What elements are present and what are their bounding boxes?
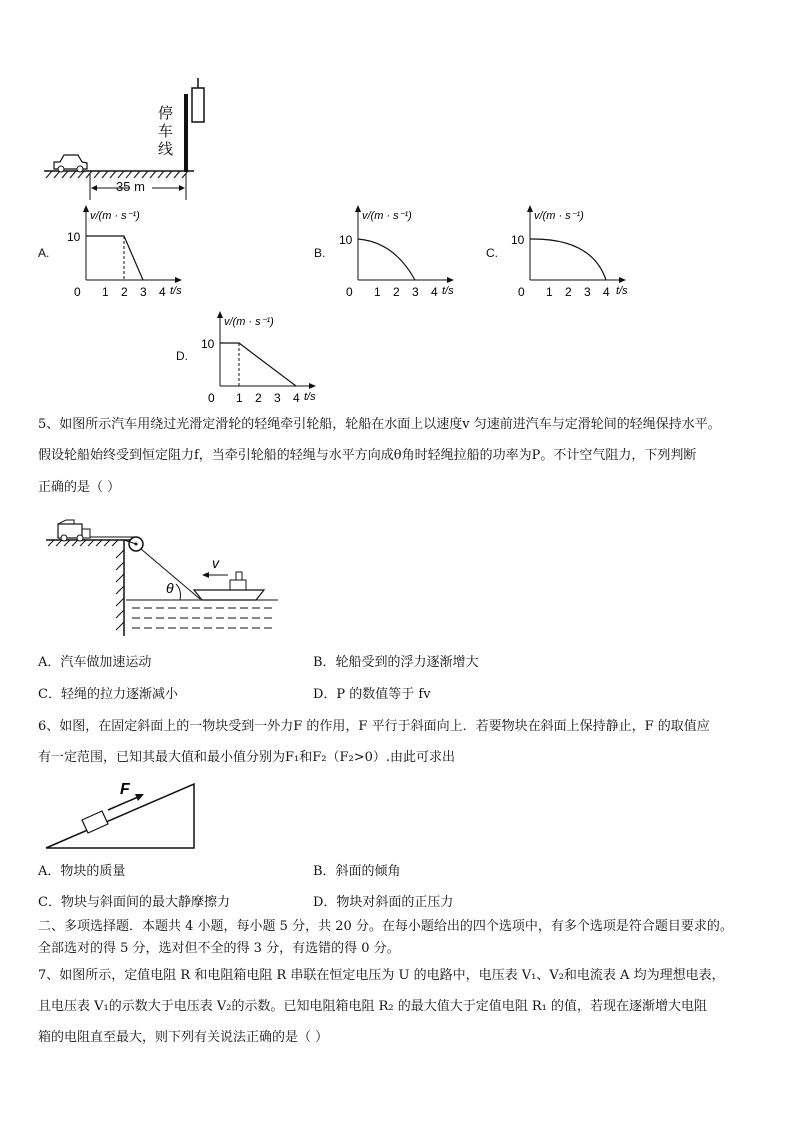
svg-text:v/(m · s⁻¹): v/(m · s⁻¹)	[362, 210, 412, 222]
svg-text:3: 3	[140, 285, 147, 299]
boat-icon	[194, 572, 264, 600]
svg-text:4: 4	[603, 285, 610, 299]
q5-option-a: A．汽车做加速运动	[38, 655, 152, 670]
graph-a	[62, 204, 190, 300]
q5-option-b: B．轮船受到的浮力逐渐增大	[313, 655, 479, 670]
block-icon	[82, 811, 108, 833]
section2-line-2: 全部选对的得 5 分，选对但不全的得 3 分，有选错的得 0 分。	[38, 941, 400, 956]
graph-d	[196, 310, 326, 406]
theta-label: θ	[166, 580, 174, 596]
svg-text:3: 3	[584, 285, 591, 299]
option-c-letter: C.	[486, 246, 498, 260]
svg-text:10: 10	[339, 233, 353, 247]
svg-text:0: 0	[518, 285, 525, 299]
q6-line-1: 6、如图，在固定斜面上的一物块受到一外力F 的作用，F 平行于斜面向上．若要物块在斜面上保持静止，F 的取值应	[38, 719, 710, 734]
q6-option-d: D．物块对斜面的正压力	[313, 895, 454, 910]
q5-line-1: 5、如图所示汽车用绕过光滑定滑轮的轻绳牵引轮船，轮船在水面上以速度v 匀速前进汽车与定滑轮间的轻绳保持水平。	[38, 417, 721, 432]
svg-text:3: 3	[274, 391, 281, 405]
graph-b	[334, 204, 462, 300]
svg-text:0: 0	[208, 391, 215, 405]
section2-line-1: 二、多项选择题．本题共 4 小题，每小题 5 分，共 20 分。在每小题给出的四个选项中，有多个选项是符合题目要求的。	[38, 919, 733, 934]
svg-text:2: 2	[255, 391, 262, 405]
svg-text:3: 3	[412, 285, 419, 299]
graph-c	[506, 204, 640, 300]
svg-text:10: 10	[511, 233, 525, 247]
q5-option-c: C．轻绳的拉力逐渐减小	[38, 687, 178, 702]
boat-pulley-figure	[44, 518, 278, 636]
svg-text:2: 2	[565, 285, 572, 299]
q7-line-2: 且电压表 V₁的示数大于电压表 V₂的示数。已知电阻箱电阻 R₂ 的最大值大于定值电阻 R₁ 的值，若现在逐渐增大电阻	[38, 999, 707, 1014]
svg-text:t/s: t/s	[442, 285, 454, 297]
car-icon	[54, 155, 87, 172]
truck-icon	[58, 520, 90, 541]
velocity-label: v	[212, 555, 219, 571]
svg-text:2: 2	[393, 285, 400, 299]
incline-figure	[44, 780, 198, 852]
svg-text:4: 4	[159, 285, 166, 299]
svg-text:4: 4	[431, 285, 438, 299]
svg-text:2: 2	[121, 285, 128, 299]
option-a-letter: A.	[38, 246, 50, 260]
svg-text:1: 1	[374, 285, 381, 299]
graph-a-xlabel: t/s	[170, 285, 182, 297]
q7-line-3: 箱的电阻直至最大，则下列有关说法正确的是（ ）	[38, 1030, 329, 1045]
svg-text:t/s: t/s	[616, 285, 628, 297]
svg-text:t/s: t/s	[304, 391, 316, 403]
q5-option-d: D．P 的数值等于 fv	[313, 687, 431, 702]
graph-a-ylabel: v/(m · s⁻¹)	[90, 210, 140, 222]
force-label: F	[120, 781, 130, 798]
q6-option-c: C．物块与斜面间的最大静摩擦力	[38, 895, 230, 910]
q7-line-1: 7、如图所示，定值电阻 R 和电阻箱电阻 R 串联在恒定电压为 U 的电路中，电压表 V₁、V₂和电流表 A 均为理想电表，	[38, 968, 725, 983]
svg-text:1: 1	[102, 285, 109, 299]
svg-text:1: 1	[546, 285, 553, 299]
option-b-letter: B.	[314, 246, 326, 260]
q5-line-2: 假设轮船始终受到恒定阻力f，当牵引轮船的轻绳与水平方向成θ角时轻绳拉船的功率为P。不计空气阻力，下列判断	[38, 448, 697, 463]
svg-text:v/(m · s⁻¹): v/(m · s⁻¹)	[534, 210, 584, 222]
q6-option-a: A．物块的质量	[38, 864, 126, 879]
distance-label: 35 m	[116, 179, 145, 194]
svg-text:v/(m · s⁻¹): v/(m · s⁻¹)	[224, 316, 274, 328]
q6-option-b: B．斜面的倾角	[313, 864, 401, 879]
graph-a-y-tick: 10	[67, 230, 81, 244]
svg-text:0: 0	[346, 285, 353, 299]
q5-line-3: 正确的是（ ）	[38, 480, 121, 495]
svg-text:10: 10	[201, 337, 215, 351]
stop-line-label: 停车线	[158, 104, 174, 158]
q6-line-2: 有一定范围，已知其最大值和最小值分别为F₁和F₂（F₂>0）.由此可求出	[38, 750, 455, 765]
svg-text:0: 0	[74, 285, 81, 299]
svg-text:4: 4	[293, 391, 300, 405]
svg-text:1: 1	[236, 391, 243, 405]
option-d-letter: D.	[176, 349, 188, 363]
